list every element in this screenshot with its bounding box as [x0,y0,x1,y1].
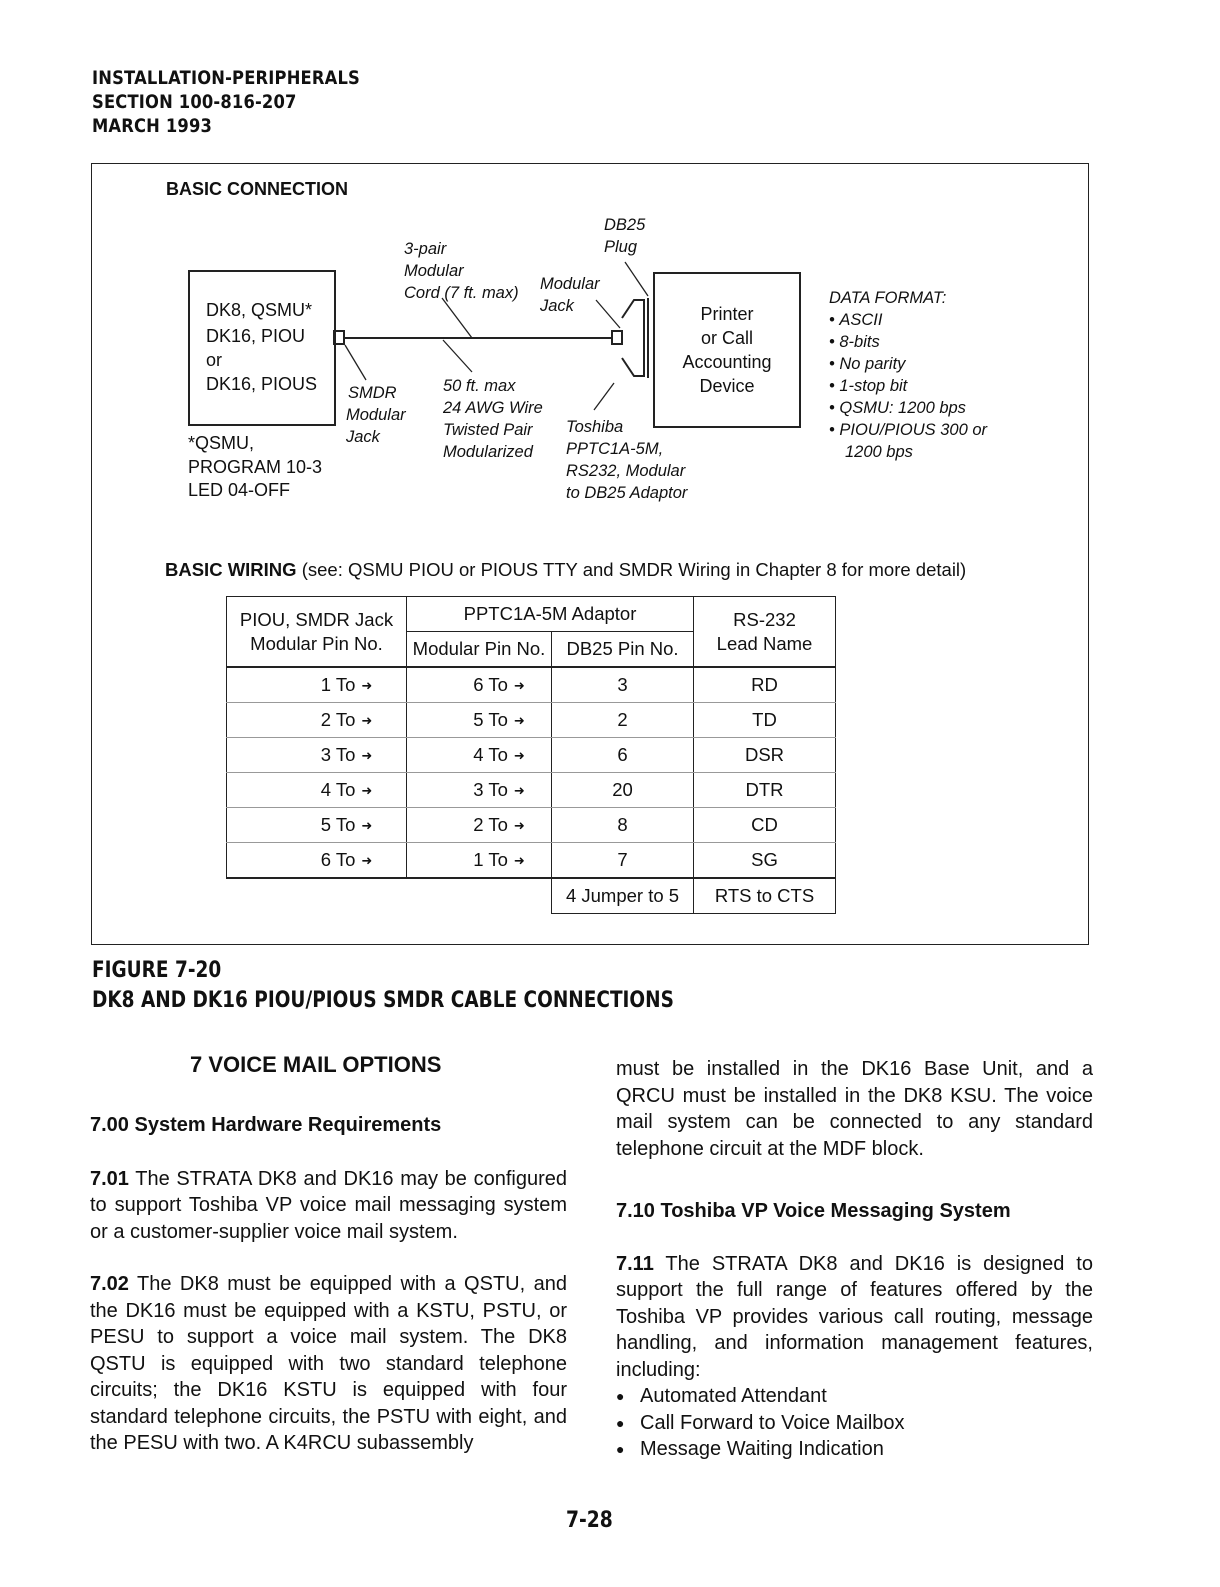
data-format-item: • 8-bits [829,333,880,351]
ksu-line-3: or [206,350,223,370]
adaptor-label-1: Toshiba [566,418,624,436]
right-column [616,1056,1093,1463]
left-column [90,1052,567,1457]
data-format-item: • 1-stop bit [829,377,908,395]
data-format-list [829,309,987,463]
printer-line-2: or Call [700,328,753,348]
arrow-right-icon: ➜ [513,713,525,729]
arrow-right-icon: ➜ [513,853,525,869]
header-line-3: MARCH 1993 [92,115,213,137]
figure-label: FIGURE 7-20 [92,958,222,983]
arrow-right-icon: ➜ [361,678,373,694]
printer-line-1: Printer [700,304,754,324]
header-modular-pin: Modular Pin No. [407,632,552,668]
data-format-title: DATA FORMAT: [829,289,947,307]
feature-list [616,1383,1093,1463]
paragraph-7-02: 7.02 The DK8 must be equipped with a QSTU, and the DK16 must be equipped with a KSTU, PSTU, or PESU to support a voice mail system. The DK8 QSTU is equipped with two standard telephone circuits; the DK16 KSTU is equipped with four standard telephone circuits, the PSTU with eight, and the PESU with two. A K4RCU subassembly [90,1273,567,1454]
header-piou-jack: PIOU, SMDR Jack Modular Pin No. [227,597,407,668]
arrow-right-icon: ➜ [361,818,373,834]
list-item: ● Automated Attendant [616,1383,1093,1410]
modular-jack-label-2: Jack [540,297,574,315]
section-heading-7-00: 7.00 System Hardware Requirements [90,1114,442,1136]
header-db25-pin: DB25 Pin No. [552,632,694,668]
wiring-table [226,596,836,914]
header-adaptor: PPTC1A-5M Adaptor [407,597,694,632]
cord-label-3: Cord (7 ft. max) [404,284,519,302]
header-rs232: RS-232 Lead Name [694,597,836,668]
table-row: 3 To ➜ 4 To ➜ 6 DSR [227,738,836,773]
basic-wiring-note: (see: QSMU PIOU or PIOUS TTY and SMDR Wiring in Chapter 8 for more detail) [301,559,967,580]
smdr-jack-label-1: SMDR [348,384,397,402]
data-format-item: • QSMU: 1200 bps [829,399,966,417]
figure-caption [92,956,674,1016]
connection-diagram-lines [0,0,1220,600]
figure-title: DK8 AND DK16 PIOU/PIOUS SMDR CABLE CONNECTIONS [92,988,674,1013]
wire-label-3: Twisted Pair [443,421,533,439]
arrow-right-icon: ➜ [361,713,373,729]
ksu-note-1: *QSMU, [188,433,255,453]
arrow-right-icon: ➜ [513,748,525,764]
data-format-cont: 1200 bps [845,443,913,461]
arrow-right-icon: ➜ [513,678,525,694]
ksu-line-1: DK8, QSMU* [206,300,313,320]
db25-label-2: Plug [604,238,638,256]
data-format-item: • No parity [829,355,906,373]
table-row: 4 To ➜ 3 To ➜ 20 DTR [227,773,836,808]
db25-adaptor-shape [622,300,644,376]
ksu-note-2: PROGRAM 10-3 [188,457,323,477]
table-row: 1 To ➜ 6 To ➜ 3 RD [227,667,836,703]
cord-label-2: Modular [404,262,464,280]
paragraph-7-02-cont: must be installed in the DK16 Base Unit, and a QRCU must be installed in the DK8 KSU. The voice mail system can be connected to any standard telephone circuit at the MDF block. [616,1058,1093,1160]
list-item: ● Call Forward to Voice Mailbox [616,1410,1093,1437]
data-format-item: • PIOU/PIOUS 300 or [829,421,988,439]
page-number: 7-28 [566,1508,613,1533]
adaptor-label-3: RS232, Modular [566,462,686,480]
adaptor-label-4: to DB25 Adaptor [566,484,688,502]
modular-jack-label-1: Modular [540,275,600,293]
printer-line-4: Device [699,376,755,396]
wire-label-2: 24 AWG Wire [443,399,543,417]
db25-label-1: DB25 [604,216,646,234]
table-row: 5 To ➜ 2 To ➜ 8 CD [227,808,836,843]
wire-label-1: 50 ft. max [443,377,516,395]
ksu-note-3: LED 04-OFF [188,480,291,500]
adaptor-label-2: PPTC1A-5M, [566,440,664,458]
ksu-box [188,270,336,426]
data-format-item: • ASCII [829,311,883,329]
cord-label-1: 3-pair [404,240,447,258]
arrow-right-icon: ➜ [361,783,373,799]
basic-connection-title: BASIC CONNECTION [166,179,349,199]
table-row-jumper: 4 Jumper to 5 RTS to CTS [227,878,836,914]
arrow-right-icon: ➜ [361,853,373,869]
table-row: 6 To ➜ 1 To ➜ 7 SG [227,843,836,879]
header-line-1: INSTALLATION-PERIPHERALS [92,67,360,89]
header-line-2: SECTION 100-816-207 [92,91,297,113]
wire-label-4: Modularized [443,443,533,461]
printer-box [653,272,801,428]
ksu-line-2: DK16, PIOU [206,326,306,346]
paragraph-7-11: 7.11 The STRATA DK8 and DK16 is designed to support the full range of features offered by the Toshiba VP provides various call routing, message handling, and information management features, including: [616,1252,1093,1381]
arrow-right-icon: ➜ [513,818,525,834]
paragraph-7-01: 7.01 The STRATA DK8 and DK16 may be configured to support Toshiba VP voice mail messaging system or a customer-supplier voice mail system. [90,1167,567,1243]
modular-jack-shape [612,331,622,344]
printer-line-3: Accounting [682,352,772,372]
list-item: ● Message Waiting Indication [616,1436,1093,1463]
arrow-right-icon: ➜ [513,783,525,799]
section-heading-7-10: 7.10 Toshiba VP Voice Messaging System [616,1200,1011,1222]
arrow-right-icon: ➜ [361,748,373,764]
section-heading-7: 7 VOICE MAIL OPTIONS [190,1052,442,1077]
smdr-jack-label-2: Modular [346,406,406,424]
ksu-line-4: DK16, PIOUS [206,374,318,394]
table-row: 2 To ➜ 5 To ➜ 2 TD [227,703,836,738]
basic-wiring-title: BASIC WIRING [165,559,297,580]
basic-wiring-heading [165,558,966,582]
smdr-jack-label-3: Jack [346,428,380,446]
